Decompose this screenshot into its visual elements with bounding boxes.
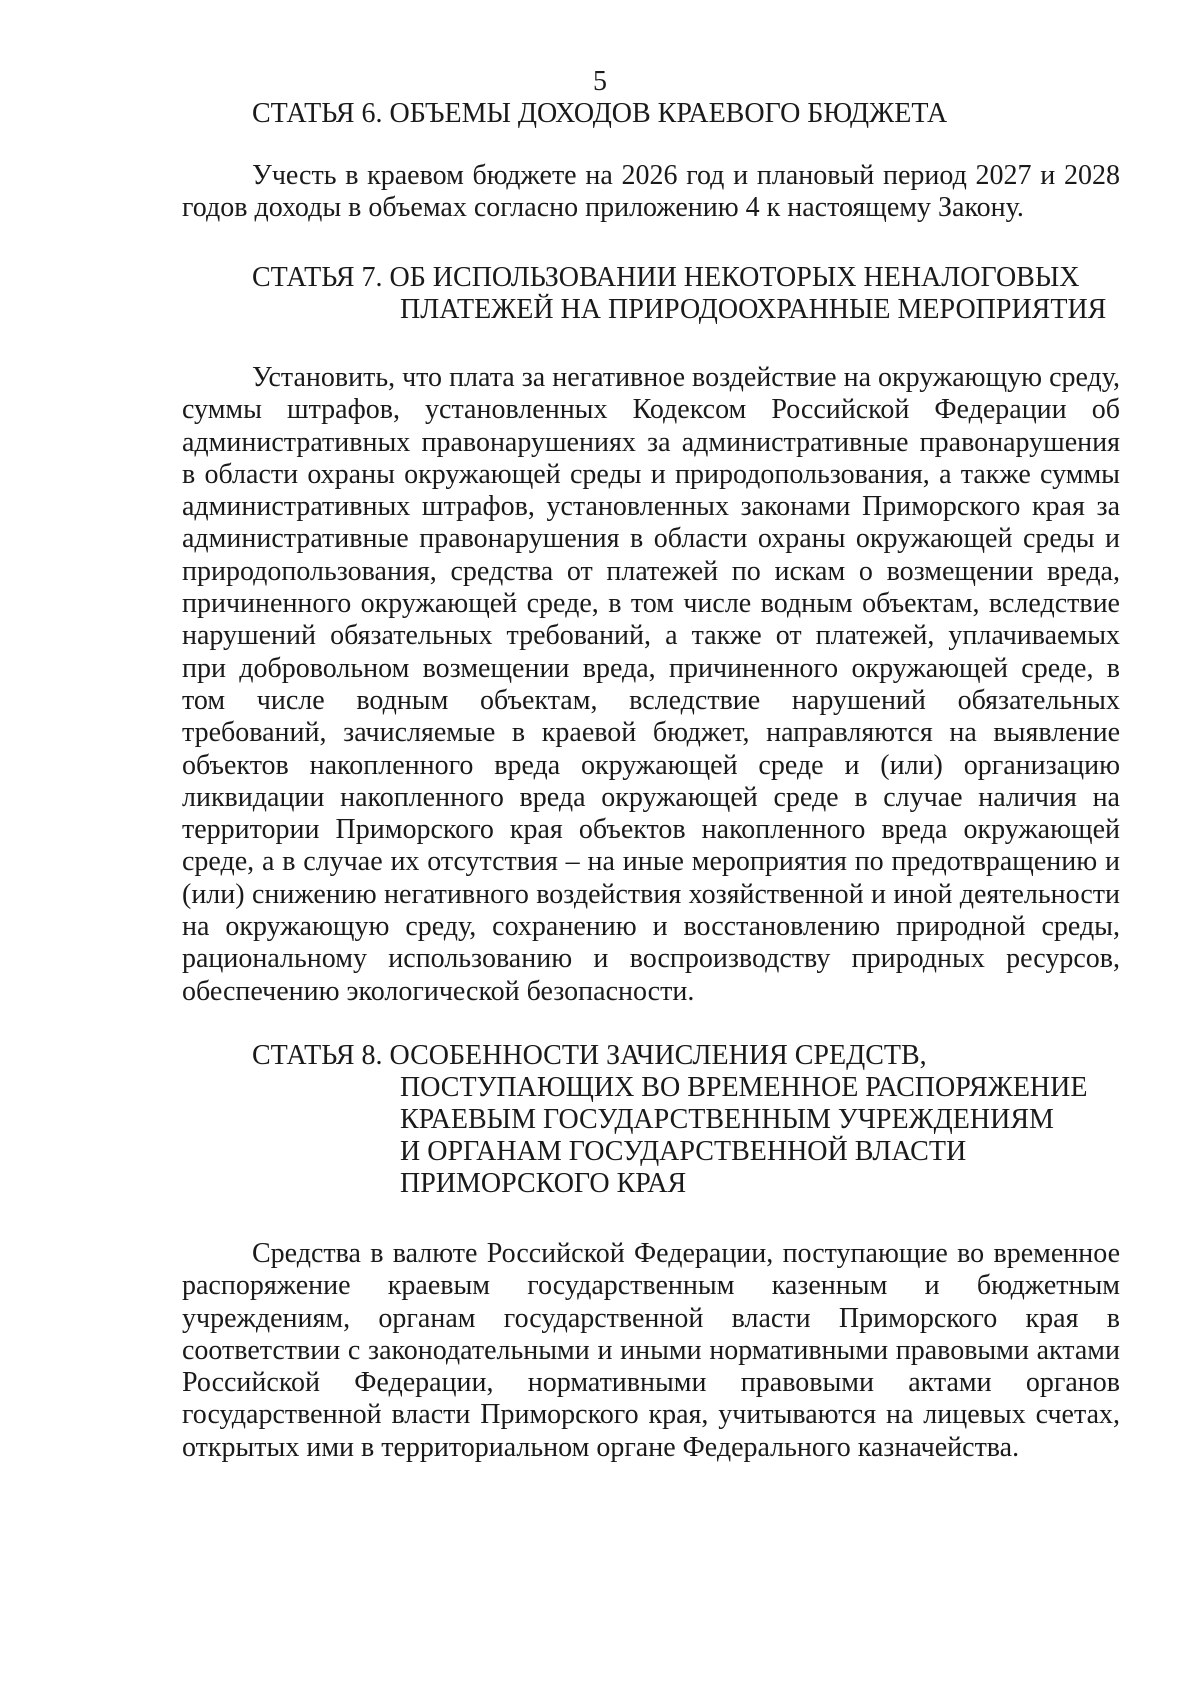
article-8-paragraph: Средства в валюте Российской Федерации, поступающие во временное распоряжение краевым государственным казенным и бюджетным учреждениям, органам государственной власти Приморского края в соответствии с законодательными и иными нормативными правовыми актами Российской Федерации, нормативными правовыми актами органов государственной власти Приморского края, учитываются на лицевых счетах, открытых ими в территориальном органе Федерального казначейства. (182, 1238, 1120, 1463)
article-8-heading-line-5: ПРИМОРСКОГО КРАЯ (400, 1168, 687, 1199)
article-6-heading-line-1: СТАТЬЯ 6. ОБЪЕМЫ ДОХОДОВ КРАЕВОГО БЮДЖЕТА (252, 98, 948, 129)
article-8-heading-line-2: ПОСТУПАЮЩИХ ВО ВРЕМЕННОЕ РАСПОРЯЖЕНИЕ (400, 1072, 1088, 1103)
article-7-paragraph: Установить, что плата за негативное воздействие на окружающую среду, суммы штрафов, установленных Кодексом Российской Федерации об административных правонарушениях за административные правонарушения в области охраны окружающей среды и природопользования, а также суммы административных штрафов, установленных законами Приморского края за административные правонарушения в области охраны окружающей среды и природопользования, средства от платежей по искам о возмещении вреда, причиненного окружающей среде, в том числе водным объектам, вследствие нарушений обязательных требований, а также от платежей, уплачиваемых при добровольном возмещении вреда, причиненного окружающей среде, в том числе водным объектам, вследствие нарушений обязательных требований, зачисляемые в краевой бюджет, направляются на выявление объектов накопленного вреда окружающей среде и (или) организацию ликвидации накопленного вреда окружающей среде в случае наличия на территории Приморского края объектов накопленного вреда окружающей среде, а в случае их отсутствия – на иные мероприятия по предотвращению и (или) снижению негативного воздействия хозяйственной и иной деятельности на окружающую среду, сохранению и восстановлению природной среды, рациональному использованию и воспроизводству природных ресурсов, обеспечению экологической безопасности. (182, 362, 1120, 1007)
article-6-heading (252, 98, 947, 130)
article-7-heading-line-1: СТАТЬЯ 7. ОБ ИСПОЛЬЗОВАНИИ НЕКОТОРЫХ НЕНАЛОГОВЫХ (252, 262, 1080, 293)
article-7-heading-line-2: ПЛАТЕЖЕЙ НА ПРИРОДООХРАННЫЕ МЕРОПРИЯТИЯ (400, 294, 1107, 325)
article-8-heading (252, 1040, 1087, 1200)
article-8-heading-line-1: СТАТЬЯ 8. ОСОБЕННОСТИ ЗАЧИСЛЕНИЯ СРЕДСТВ, (252, 1040, 927, 1071)
article-8-heading-line-4: И ОРГАНАМ ГОСУДАРСТВЕННОЙ ВЛАСТИ (400, 1136, 967, 1167)
article-7-heading (252, 262, 1106, 326)
page-number: 5 (593, 66, 607, 97)
article-8-heading-line-3: КРАЕВЫМ ГОСУДАРСТВЕННЫМ УЧРЕЖДЕНИЯМ (400, 1104, 1054, 1135)
article-6-paragraph: Учесть в краевом бюджете на 2026 год и плановый период 2027 и 2028 годов доходы в объемах согласно приложению 4 к настоящему Закону. (182, 160, 1120, 224)
